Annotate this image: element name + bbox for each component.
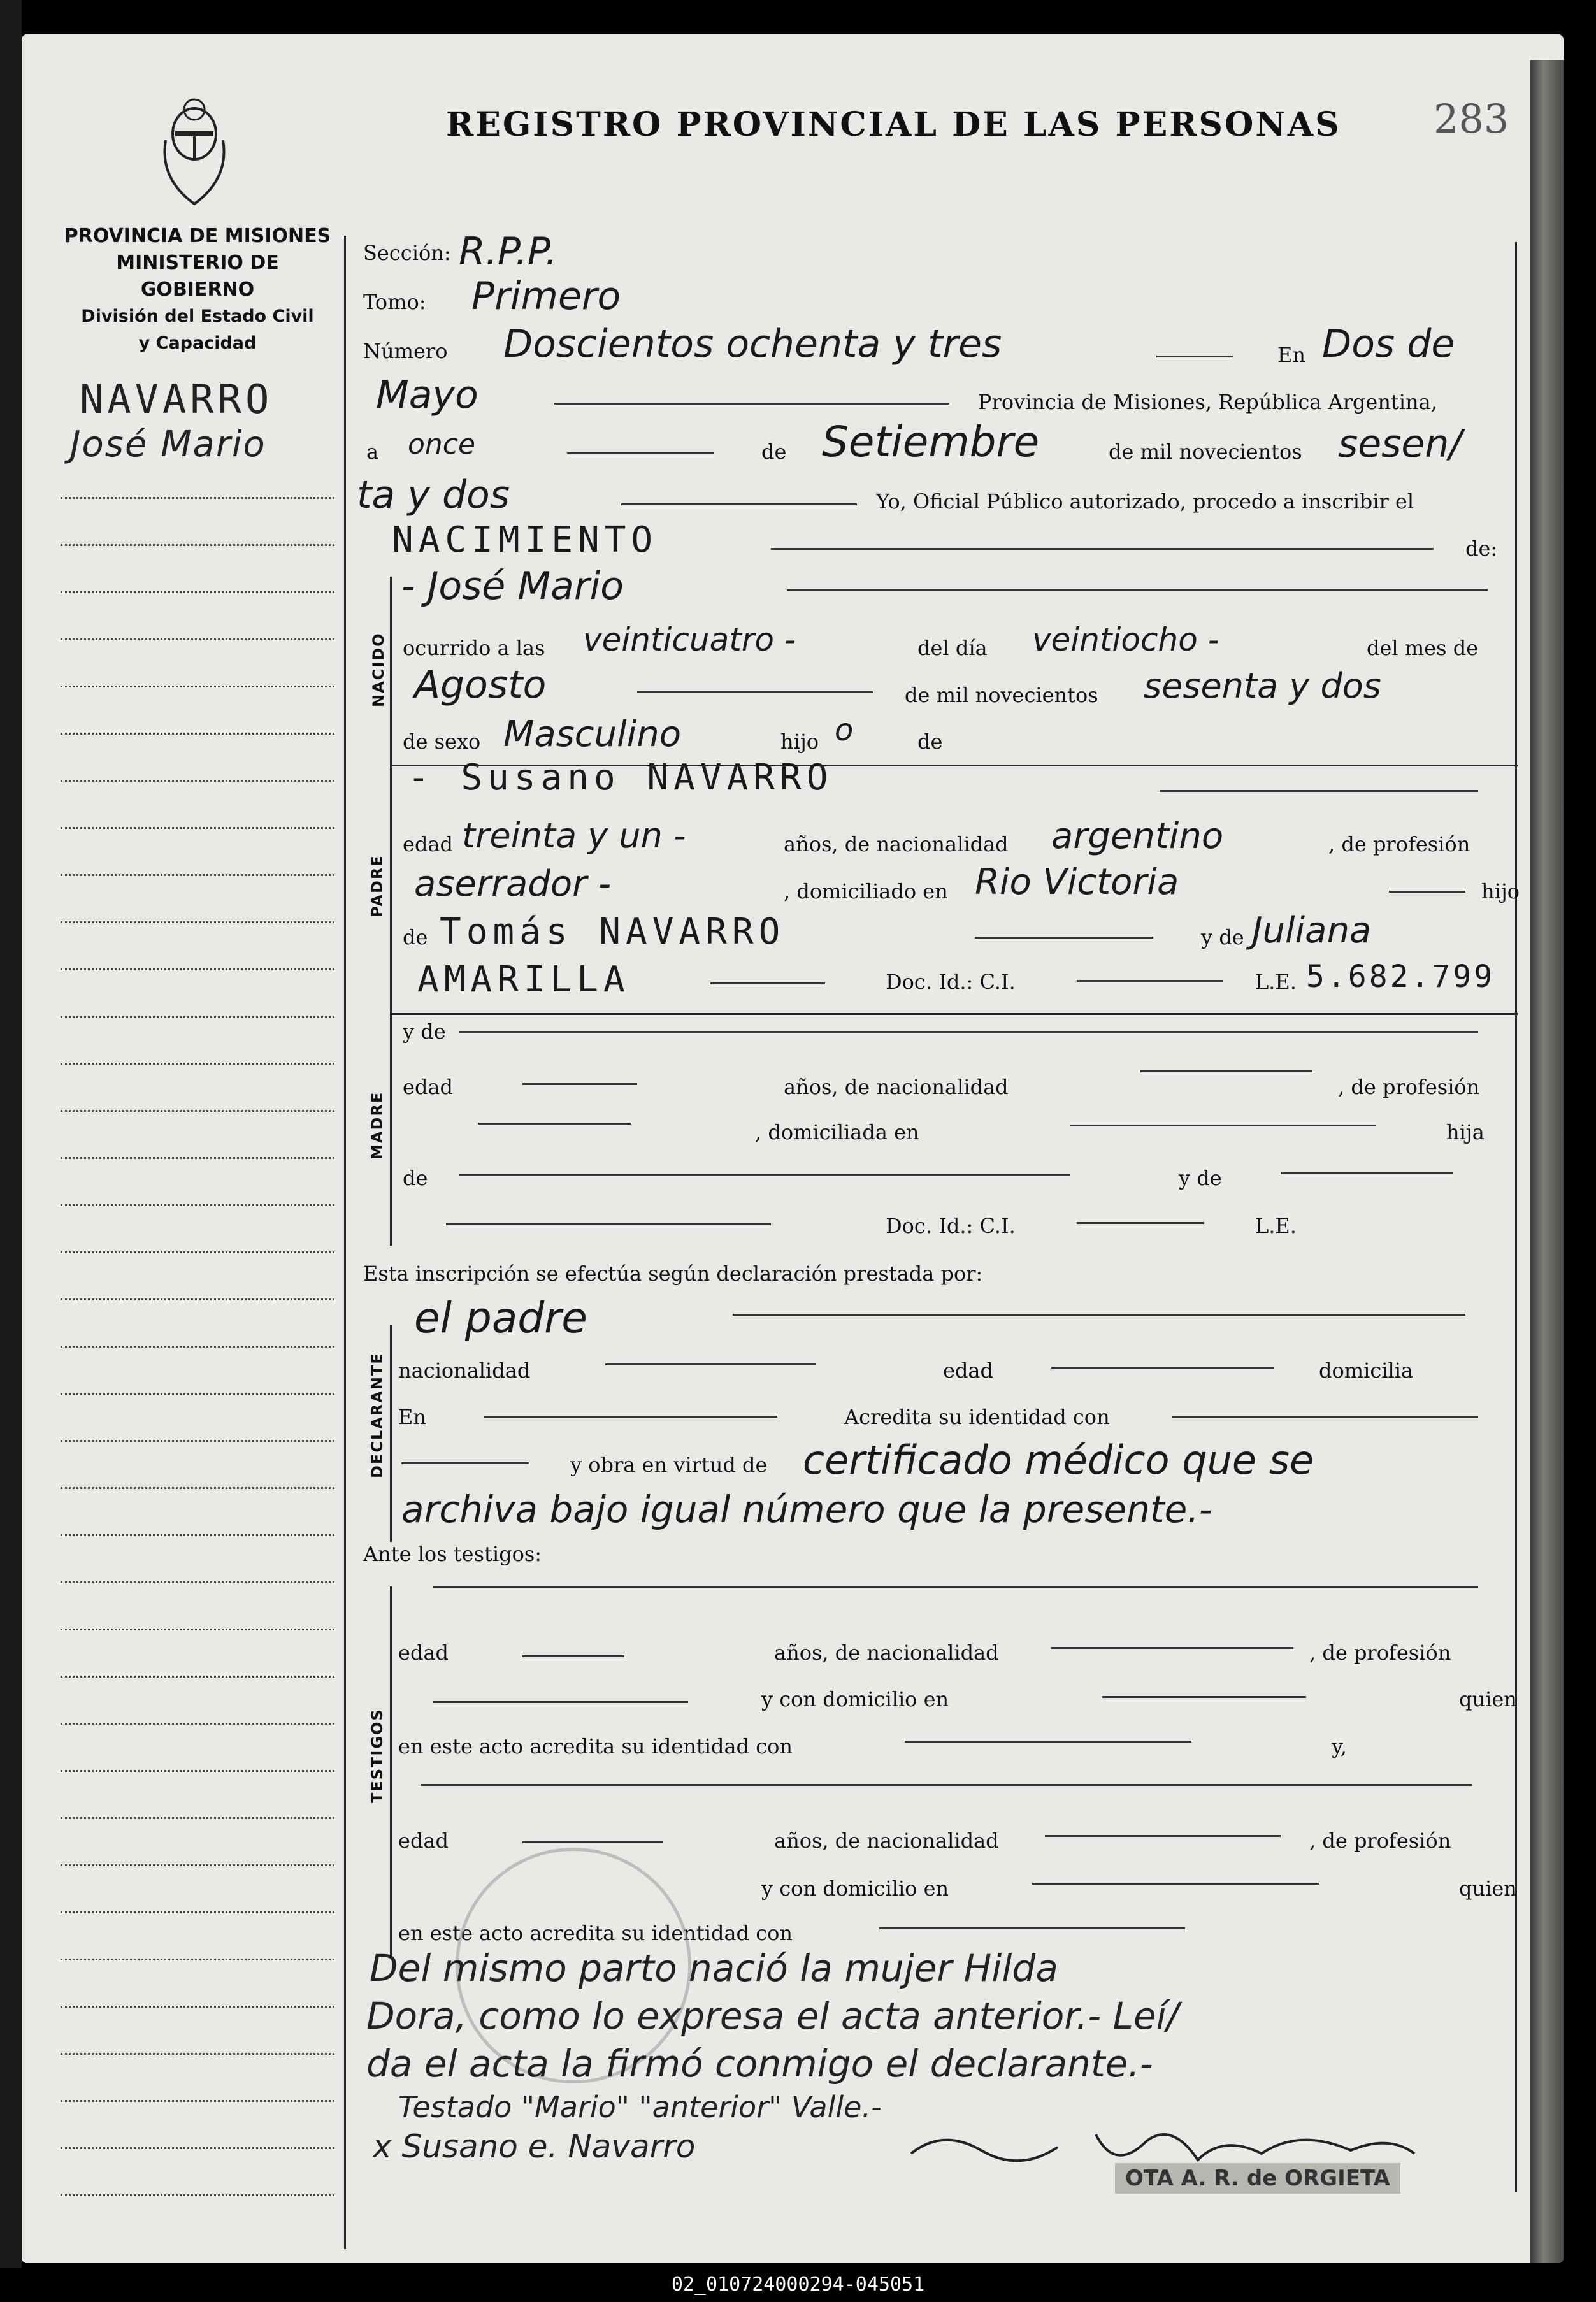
fill-line (1077, 1222, 1204, 1224)
division-name-2: y Capacidad (138, 333, 257, 353)
province-name: PROVINCIA DE MISIONES (64, 225, 331, 247)
label-tomo: Tomo: (363, 290, 426, 314)
spine-edge (1530, 60, 1564, 2263)
value-ano-nacimiento: sesenta y dos (1144, 666, 1381, 706)
fill-line (1102, 1696, 1306, 1698)
label-provincia: Provincia de Misiones, República Argentina, (978, 390, 1437, 414)
label-de-colon: de: (1465, 536, 1498, 561)
fill-line (1156, 356, 1233, 357)
label-en: En (1277, 343, 1305, 367)
label-nacionalidad: nacionalidad (398, 1358, 531, 1383)
label-y-de-madre-2: y de (1179, 1166, 1222, 1190)
fill-line (1077, 980, 1223, 982)
inner-rule-1 (390, 577, 392, 1246)
label-yo: Yo, Oficial Público autorizado, procedo a inscribir el (876, 489, 1414, 514)
footer-id: 02_010724000294-045051 (671, 2273, 925, 2296)
label-anos-nac-t2: años, de nacionalidad (774, 1829, 999, 1853)
fill-line (522, 1655, 624, 1657)
label-quien-t2: quien (1459, 1876, 1517, 1901)
label-anos-nac: años, de nacionalidad (784, 832, 1009, 856)
fill-line (1070, 1125, 1376, 1126)
value-hijo-de: o (835, 712, 854, 748)
ledger-line (61, 1676, 334, 1678)
fill-line (478, 1123, 631, 1125)
section-nacido: NACIDO (370, 632, 387, 707)
label-quien-t1: quien (1459, 1687, 1517, 1711)
value-seccion: R.P.P. (459, 229, 557, 274)
fill-line (1032, 1883, 1319, 1885)
label-domicilio-t2: y con domicilio en (761, 1876, 949, 1901)
value-abuelo: Tomás NAVARRO (440, 911, 786, 953)
label-profesion-t2: , de profesión (1309, 1829, 1451, 1853)
registrar-stamp: OTA A. R. de ORGIETA (1115, 2163, 1400, 2194)
label-en-declarante: En (398, 1405, 426, 1429)
label-edad-t2: edad (398, 1829, 449, 1853)
label-en-este-acto-t1: en este acto acredita su identidad con (398, 1734, 793, 1759)
ledger-line (61, 827, 334, 829)
label-le-madre: L.E. (1255, 1214, 1297, 1238)
ledger-line (61, 1770, 334, 1772)
fill-line (421, 1784, 1472, 1786)
ledger-line (61, 1581, 334, 1583)
ledger-line (61, 591, 334, 593)
ledger-line (61, 544, 334, 546)
margin-given-names: José Mario (70, 424, 266, 465)
label-le: L.E. (1255, 970, 1297, 994)
label-domiciliada: , domiciliada en (755, 1120, 919, 1144)
label-domicilia: domicilia (1319, 1358, 1414, 1383)
value-abuela-1: Juliana (1252, 910, 1372, 951)
label-obra: y obra en virtud de (570, 1453, 768, 1477)
fill-line (433, 1586, 1478, 1588)
page-title: REGISTRO PROVINCIAL DE LAS PERSONAS (446, 105, 1341, 144)
label-profesion-madre: , de profesión (1338, 1075, 1480, 1099)
ledger-line (61, 2194, 334, 2196)
section-madre: MADRE (368, 1091, 386, 1160)
section-testigos: TESTIGOS (368, 1708, 386, 1803)
value-padre-edad: treinta y un - (462, 816, 686, 856)
label-edad-declarante: edad (943, 1358, 993, 1383)
fill-line (401, 1462, 529, 1464)
value-nombre: - José Mario (401, 564, 624, 608)
ledger-line (61, 1864, 334, 1866)
ledger-line (61, 638, 334, 640)
label-seccion: Sección: (363, 241, 451, 265)
ledger-line (61, 2147, 334, 2149)
book-binding (0, 0, 22, 2302)
label-ante-testigos: Ante los testigos: (363, 1542, 542, 1566)
ministry-name: MINISTERIO DE GOBIERNO (116, 252, 279, 301)
ledger-line (61, 1534, 334, 1536)
fill-line (1281, 1172, 1453, 1174)
ledger-line (61, 874, 334, 876)
label-de-madre: de (403, 1166, 428, 1190)
value-acto: NACIMIENTO (392, 519, 658, 561)
value-en: Dos de (1322, 322, 1455, 366)
label-y-de: y de (1201, 925, 1244, 949)
label-y-de-madre: y de (403, 1019, 446, 1044)
label-doc-id-madre: Doc. Id.: C.I. (886, 1214, 1016, 1238)
value-mes: Setiembre (822, 417, 1040, 466)
coat-of-arms-icon (153, 96, 236, 217)
ledger-line (61, 686, 334, 687)
section-declarante: DECLARANTE (368, 1352, 386, 1478)
ledger-line (61, 1911, 334, 1913)
fill-line (605, 1363, 816, 1365)
label-y-t1: y, (1332, 1734, 1347, 1759)
ledger-line (61, 1440, 334, 1442)
fill-line (459, 1174, 1070, 1176)
ledger-line (61, 733, 334, 735)
ledger-line (61, 1204, 334, 1206)
label-de-profesion: , de profesión (1328, 832, 1470, 856)
document-page (22, 34, 1564, 2263)
fill-line (446, 1223, 771, 1225)
note-line-3: da el acta la firmó conmigo el declarante.- (366, 2042, 1153, 2085)
fill-line (433, 1701, 688, 1703)
fill-line (554, 403, 949, 405)
section-padre: PADRE (368, 854, 386, 917)
label-hijo-2: hijo (1481, 879, 1520, 903)
value-padre-nombre: - Susano NAVARRO (408, 757, 833, 798)
fill-line (567, 452, 714, 454)
fill-line (1140, 1070, 1312, 1072)
fill-line (1045, 1835, 1281, 1837)
value-obra-2: archiva bajo igual número que la presente.- (401, 1488, 1212, 1531)
ledger-line (61, 1723, 334, 1725)
ledger-line (61, 1393, 334, 1395)
division-name: División del Estado Civil (81, 306, 314, 326)
fill-line (484, 1416, 777, 1418)
value-padre-nacionalidad: argentino (1051, 816, 1224, 857)
value-abuela-2: AMARILLA (417, 959, 630, 1000)
value-obra-1: certificado médico que se (803, 1437, 1314, 1483)
note-line-1: Del mismo parto nació la mujer Hilda (370, 1946, 1058, 1990)
form-left-rule (344, 236, 346, 2249)
label-esta-inscripcion: Esta inscripción se efectúa según declaración prestada por: (363, 1262, 983, 1286)
ledger-line (61, 1251, 334, 1253)
value-numero: Doscientos ochenta y tres (503, 322, 1002, 366)
label-anos-nac-t1: años, de nacionalidad (774, 1641, 999, 1665)
label-acredita: Acredita su identidad con (844, 1405, 1110, 1429)
label-de-3: de (403, 925, 428, 949)
fill-line (1172, 1416, 1478, 1418)
fill-line (787, 589, 1488, 591)
label-hija: hija (1446, 1120, 1485, 1144)
fill-line (1051, 1367, 1274, 1369)
ledger-line (61, 1346, 334, 1348)
label-profesion-t1: , de profesión (1309, 1641, 1451, 1665)
ledger-line (61, 921, 334, 923)
label-anos-nac-madre: años, de nacionalidad (784, 1075, 1009, 1099)
page-number: 283 (1434, 96, 1509, 142)
ledger-line (61, 2053, 334, 2055)
inner-rule-3 (390, 1586, 392, 1956)
fill-line (733, 1314, 1465, 1316)
issuer-block (57, 223, 338, 357)
fill-line (905, 1741, 1191, 1743)
label-doc-id: Doc. Id.: C.I. (886, 970, 1016, 994)
label-en-este-acto-t2: en este acto acredita su identidad con (398, 1921, 793, 1945)
value-ano-2: ta y dos (357, 473, 510, 517)
label-de-mil-2: de mil novecientos (905, 683, 1098, 707)
value-dia-nacimiento: veintiocho - (1032, 621, 1219, 658)
label-de-sexo: de sexo (403, 730, 481, 754)
ledger-line (61, 1298, 334, 1300)
ledger-line (61, 780, 334, 782)
fill-line (637, 691, 873, 693)
value-padre-domicilio: Rio Victoria (975, 861, 1179, 903)
ledger-line (61, 968, 334, 970)
label-numero: Número (363, 339, 448, 363)
value-declarante: el padre (414, 1293, 587, 1342)
label-de: de (761, 440, 787, 464)
fill-line (1389, 891, 1465, 893)
label-del-dia: del día (917, 636, 988, 660)
divider-madre (390, 1013, 1518, 1015)
value-padre-le: 5.682.799 (1306, 959, 1495, 995)
fill-line (1160, 790, 1478, 792)
ledger-line (61, 2006, 334, 2008)
value-mes-nacimiento: Agosto (414, 663, 547, 707)
ledger-line (61, 1487, 334, 1489)
value-hora: veinticuatro - (583, 621, 796, 658)
label-del-mes: del mes de (1367, 636, 1479, 660)
ledger-line (61, 1817, 334, 1819)
ledger-line (61, 497, 334, 499)
ledger-line (61, 1110, 334, 1112)
value-padre-profesion: aserrador - (414, 863, 612, 905)
ledger-line (61, 1157, 334, 1159)
ledger-line (61, 1959, 334, 1960)
value-tomo: Primero (471, 274, 621, 319)
signatures: x Susano e. Navarro (373, 2128, 696, 2165)
value-ano-1: sesen/ (1338, 422, 1462, 466)
fill-line (621, 503, 857, 505)
fill-line (879, 1927, 1185, 1929)
label-domiciliado: , domiciliado en (784, 879, 948, 903)
value-dia: once (408, 428, 476, 461)
value-sexo: Masculino (503, 714, 681, 755)
fill-line (710, 982, 825, 984)
fill-line (975, 937, 1153, 939)
ledger-line (61, 2100, 334, 2102)
ledger-line (61, 1629, 334, 1630)
label-de-mil: de mil novecientos (1109, 440, 1302, 464)
label-edad-madre: edad (403, 1075, 453, 1099)
inner-rule-2 (390, 1325, 392, 1542)
label-de-2: de (917, 730, 943, 754)
fill-line (522, 1083, 637, 1085)
fill-line (522, 1841, 663, 1843)
fill-line (1051, 1647, 1293, 1649)
note-line-4: Testado "Mario" "anterior" Valle.- (398, 2090, 882, 2124)
ledger-line (61, 1016, 334, 1018)
label-a: a (366, 440, 379, 464)
label-ocurrido: ocurrido a las (403, 636, 545, 660)
label-edad-t1: edad (398, 1641, 449, 1665)
note-line-2: Dora, como lo expresa el acta anterior.- Leí/ (366, 1994, 1179, 2038)
fill-line (771, 548, 1434, 550)
fill-line (459, 1031, 1478, 1033)
label-domicilio-t1: y con domicilio en (761, 1687, 949, 1711)
margin-surname: NAVARRO (80, 376, 273, 422)
ledger-line (61, 1063, 334, 1065)
value-lugar: Mayo (376, 373, 478, 417)
label-hijo: hijo (780, 730, 819, 754)
label-edad: edad (403, 832, 453, 856)
